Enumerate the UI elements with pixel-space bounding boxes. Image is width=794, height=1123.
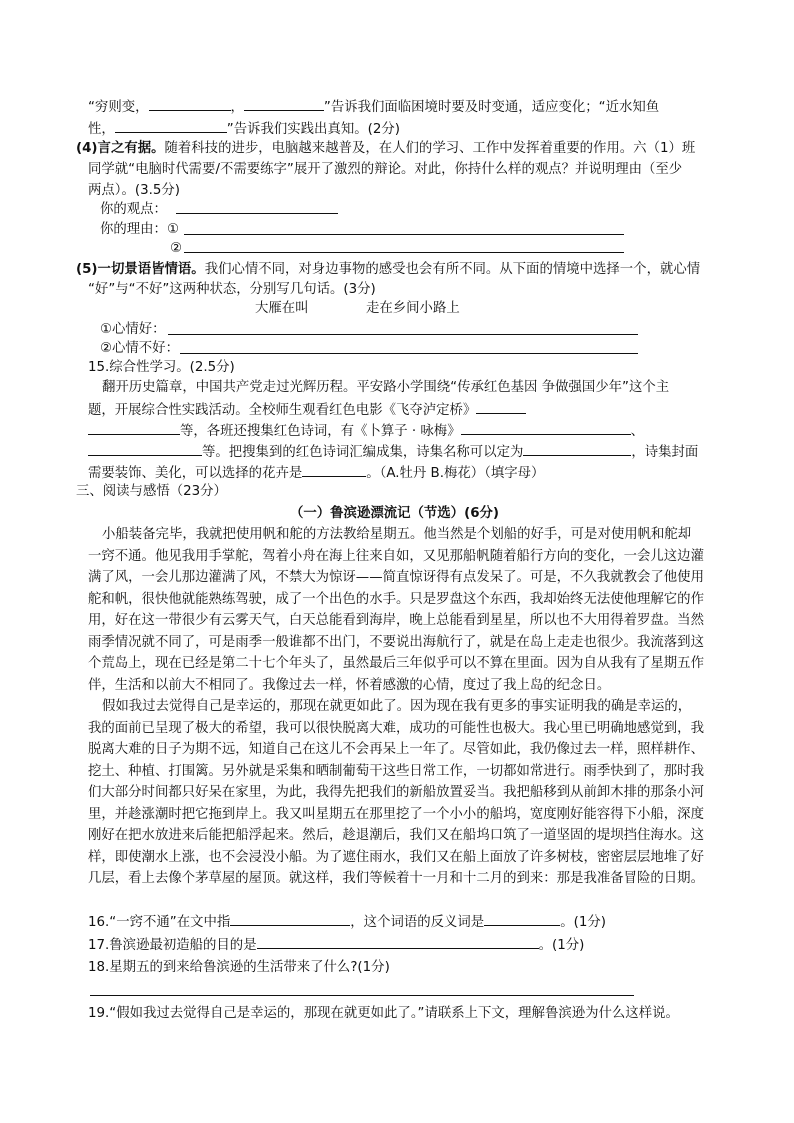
q16	[88, 911, 606, 933]
q19: 19.“假如我过去觉得自己是幸运的，那现在就更如此了。”请联系上下文，理解鲁滨逊为什么这样说。	[88, 1006, 679, 1021]
text: ，这个词语的反义词是	[350, 915, 485, 930]
passage-line: 满了风，一会儿那边灌满了风，不禁大为惊讶——简直惊讶得有点发呆了。可是，不久我就教会了他使用	[88, 570, 704, 585]
q18-answer-line[interactable]	[90, 995, 634, 996]
q18: 18.星期五的到来给鲁滨逊的生活带来了什么?(1分)	[88, 960, 390, 975]
reason2-label: ②	[170, 241, 183, 256]
passage-line: 假如我过去觉得自己是幸运的，那现在就更如此了。因为现在我有更多的事实证明我的确是幸运的，	[102, 699, 692, 714]
view-answer-line[interactable]	[176, 213, 338, 214]
q14-4-line2: 同学就“电脑时代需要/不需要练字”展开了激烈的辩论。对此，你持什么样的观点？并说明理由（至少	[88, 162, 683, 177]
q14-3-line1	[88, 96, 659, 118]
answer-blank[interactable]	[523, 441, 631, 456]
q15-line5	[88, 462, 544, 484]
text: 、	[630, 424, 644, 439]
text: 我们心情不同，对身边事物的感受也会有所不同。从下面的情境中选择一个，就心情	[204, 262, 701, 277]
passage-line: 刚好在把水放进来后能把船浮起来。然后，趁退潮后，我们又在船坞口筑了一道坚固的堤坝挡住海水。这	[88, 828, 704, 843]
text: ，	[230, 100, 244, 115]
q15-line4	[88, 441, 698, 463]
passage-line: 们大部分时间都只好呆在家里，为此，我得先把我们的新船放置妥当。我把船移到从前卸木排的那条小河	[88, 785, 704, 800]
passage-line: 小船装备完毕，我就把使用帆和舵的方法教给星期五。他当然是个划船的好手，可是对使用帆和舵却	[102, 527, 692, 542]
text: 16.“一窍不通”在文中指	[88, 915, 231, 930]
passage-line: 雨季情况就不同了，可是雨季一般谁都不出门，不要说出海航行了，就是在岛上走走也很少。我流落到这	[88, 634, 704, 650]
answer-blank[interactable]	[257, 934, 539, 949]
answer-blank[interactable]	[88, 441, 202, 456]
answer-blank[interactable]	[88, 420, 180, 435]
text: “穷则变，	[88, 100, 149, 115]
text: 随着科技的进步，电脑越来越普及，在人们的学习、工作中发挥着重要的作用。六（1）班	[164, 141, 696, 156]
question-heading: (4)言之有据。	[76, 141, 165, 156]
text: ”告诉我们面临困境时要及时变通，适应变化；“近水知鱼	[323, 100, 660, 115]
q14-5-line1	[76, 260, 700, 280]
answer-blank[interactable]	[484, 911, 560, 926]
reason1-answer-line[interactable]	[184, 234, 624, 235]
answer-blank[interactable]	[230, 911, 350, 926]
q14-3-line2	[88, 118, 400, 140]
q15-heading: 15.综合性学习。(2.5分)	[88, 360, 235, 375]
q14-4-line1	[76, 139, 695, 159]
text: 。(1分)	[538, 938, 585, 953]
answer-blank[interactable]	[461, 420, 631, 435]
q15-line3	[88, 420, 644, 442]
reason2-answer-line[interactable]	[184, 252, 624, 253]
passage-line: 里，并趁涨潮时把它拖到岸上。我又叫星期五在那里挖了一个小小的船坞，宽度刚好能容得下小船，深度	[88, 806, 704, 822]
q14-5-line2: “好”与“不好”这两种状态，分别写几句话。(3分)	[88, 282, 376, 297]
passage-line: 挖土、种植、打围篱。另外就是采集和晒制葡萄干这些日常工作，一切都如常进行。雨季快到了，那时我	[88, 763, 704, 779]
q14-4-line3: 两点）。(3.5分)	[88, 183, 180, 198]
view-label: 你的观点：	[100, 202, 167, 217]
bad-mood-label: ②心情不好：	[100, 341, 179, 356]
passage-line: 用，好在这一带很少有云雾天气，白天总能看到海岸，晚上总能看到星星，所以也不大用得着罗盘。当然	[88, 613, 704, 628]
text: 等，各班还搜集红色诗词，有《卜算子 · 咏梅》	[180, 424, 461, 439]
passage-line: 样，即使潮水上涨，也不会浸没小船。为了遮住雨水，我们又在船上面放了许多树枝，密密层层地堆了好	[88, 849, 704, 865]
answer-blank[interactable]	[244, 96, 324, 111]
text: 17.鲁滨逊最初造船的目的是	[88, 938, 257, 953]
passage-line: 伴，生活和以前大不相同了。我像过去一样，怀着感激的心情，度过了我上岛的纪念日。	[88, 677, 611, 693]
passage-line: 舵和帆，很快他就能熟练驾驶，成了一个出色的水手。只是罗盘这个东西，我却始终无法使他理解它的作	[88, 591, 704, 607]
passage-line: 一窍不通。他见我用手掌舵，驾着小舟在海上往来自如，又见那船帆随着船行方向的变化，一会儿这边灌	[88, 548, 704, 564]
text: 等。把搜集到的红色诗词汇编成集，诗集名称可以定为	[202, 445, 524, 460]
article-title: （一）鲁滨逊漂流记（节选）(6分)	[290, 506, 500, 521]
reason-label: 你的理由：①	[100, 222, 179, 237]
section-title: 三、阅读与感悟（23分）	[76, 484, 227, 499]
text: 。(1分)	[560, 915, 606, 930]
passage-line: 我的面前已呈现了极大的希望，我可以很快脱离大难，成功的可能性也极大。我心里已明确地感觉到，我	[88, 720, 704, 736]
text: 性，	[88, 122, 115, 137]
text: 题，开展综合性实践活动。全校师生观看红色电影《飞夺泸定桥》	[88, 403, 477, 418]
text: ，诗集封面	[631, 445, 699, 460]
text: 。（A.牡丹 B.梅花）（填字母）	[366, 466, 545, 481]
passage-line: 几层，看上去像个茅草屋的屋顶。就这样，我们等候着十一月和十二月的到来：那是我准备冒险的日期。	[88, 871, 704, 886]
q15-line1: 翻开历史篇章，中国共产党走过光辉历程。平安路小学围绕“传承红色基因 争做强国少年”这个主	[102, 380, 670, 395]
answer-blank[interactable]	[149, 96, 231, 111]
good-mood-label: ①心情好：	[100, 322, 166, 337]
passage-line: 脱离大难的日子为期不远，知道自己在这儿不会再呆上一年了。尽管如此，我仍像过去一样，照样耕作、	[88, 742, 704, 757]
text: 需要装饰、美化，可以选择的花卉是	[88, 466, 303, 481]
answer-blank[interactable]	[302, 462, 366, 477]
q15-line2	[88, 399, 526, 421]
good-mood-answer-line[interactable]	[168, 334, 638, 335]
scene-option-1: 大雁在叫	[255, 301, 309, 316]
answer-blank[interactable]	[476, 399, 526, 414]
scene-option-2: 走在乡间小路上	[366, 301, 460, 316]
question-heading: (5)一切景语皆情语。	[76, 262, 205, 277]
text: ”告诉我们实践出真知。(2分)	[226, 122, 400, 137]
q17	[88, 934, 584, 956]
passage-line: 个荒岛上，现在已经是第二十七个年头了，虽然最后三年似乎可以不算在里面。因为自从我有了星期五作	[88, 656, 704, 671]
answer-blank[interactable]	[115, 118, 227, 133]
bad-mood-answer-line[interactable]	[180, 353, 638, 354]
